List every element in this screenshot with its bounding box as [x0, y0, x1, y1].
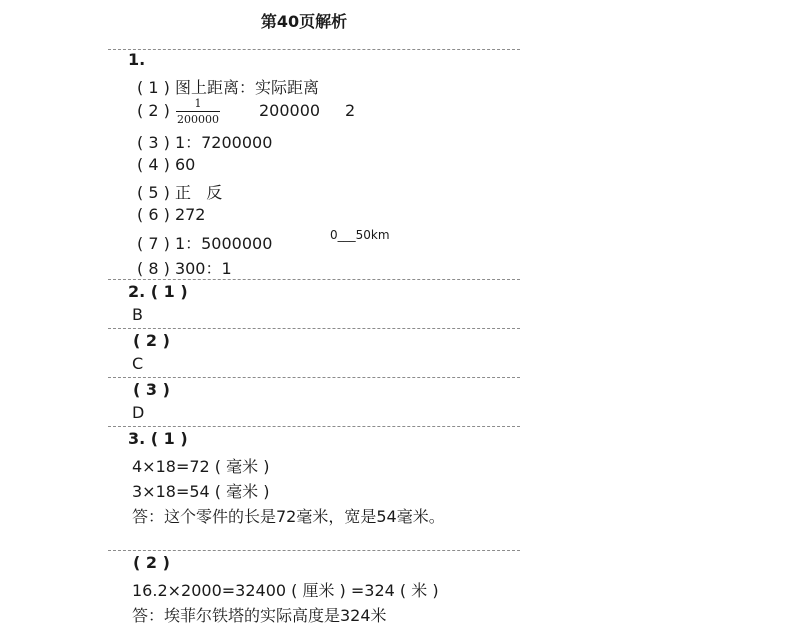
divider	[108, 49, 520, 50]
item-answer: 272	[174, 205, 206, 224]
q3-answer-2: 答：埃菲尔铁塔的实际高度是324米	[132, 606, 387, 625]
q2-sub-3-label: ( 3 )	[133, 380, 170, 399]
question-3-label: 3. ( 1 )	[128, 429, 188, 448]
q2-sub-2-label: ( 2 )	[133, 331, 170, 350]
divider	[108, 328, 520, 329]
q2-answer-1: B	[132, 305, 143, 324]
item-answer: 60	[174, 155, 196, 174]
item-number: ( 1 )	[137, 78, 170, 97]
item-number: ( 6 )	[137, 205, 170, 224]
q1-item-5	[137, 180, 222, 203]
q1-item-3	[137, 130, 272, 153]
q1-item-8	[137, 256, 232, 279]
q3-calc-line-3: 16.2×2000=32400 ( 厘米 ) =324 ( 米 )	[132, 581, 439, 600]
divider	[108, 279, 520, 280]
item-answer: 1：5000000	[174, 234, 273, 253]
divider	[108, 377, 520, 378]
item-answer: 1：7200000	[174, 133, 273, 152]
fraction-denominator: 200000	[177, 113, 219, 126]
q1-item-2-number: ( 2 )	[137, 101, 170, 120]
q3-sub-2-label: ( 2 )	[133, 553, 170, 572]
q2-answer-3: D	[132, 403, 145, 422]
item-answer: 300：1	[174, 259, 232, 278]
q1-item-6	[137, 205, 205, 224]
q1-item-2-value-2: 2	[345, 101, 356, 120]
q1-item-7	[137, 231, 272, 254]
scale-bar-label: 0___50km	[330, 228, 390, 242]
item-number: ( 3 )	[137, 133, 170, 152]
divider	[108, 426, 520, 427]
q2-answer-2: C	[132, 354, 144, 373]
q3-calc-line-1: 4×18=72 ( 毫米 )	[132, 457, 270, 476]
fraction	[176, 97, 220, 126]
fraction-numerator: 1	[194, 97, 202, 110]
q1-item-2-value-1: 200000	[259, 101, 321, 120]
question-2-label: 2. ( 1 )	[128, 282, 188, 301]
divider	[108, 550, 520, 551]
item-number: ( 8 )	[137, 259, 170, 278]
item-number: ( 7 )	[137, 234, 170, 253]
q3-answer-1: 答：这个零件的长是72毫米，宽是54毫米。	[132, 507, 445, 526]
item-answer: 图上距离：实际距离	[174, 78, 319, 97]
q3-calc-line-2: 3×18=54 ( 毫米 )	[132, 482, 270, 501]
q1-item-4	[137, 155, 195, 174]
question-1-label: 1.	[128, 50, 146, 69]
item-number: ( 5 )	[137, 183, 170, 202]
q1-item-1	[137, 75, 319, 98]
fraction-bar	[176, 111, 220, 112]
item-answer: 正 反	[174, 183, 223, 202]
page-title: 第40页解析	[260, 12, 348, 31]
item-number: ( 4 )	[137, 155, 170, 174]
